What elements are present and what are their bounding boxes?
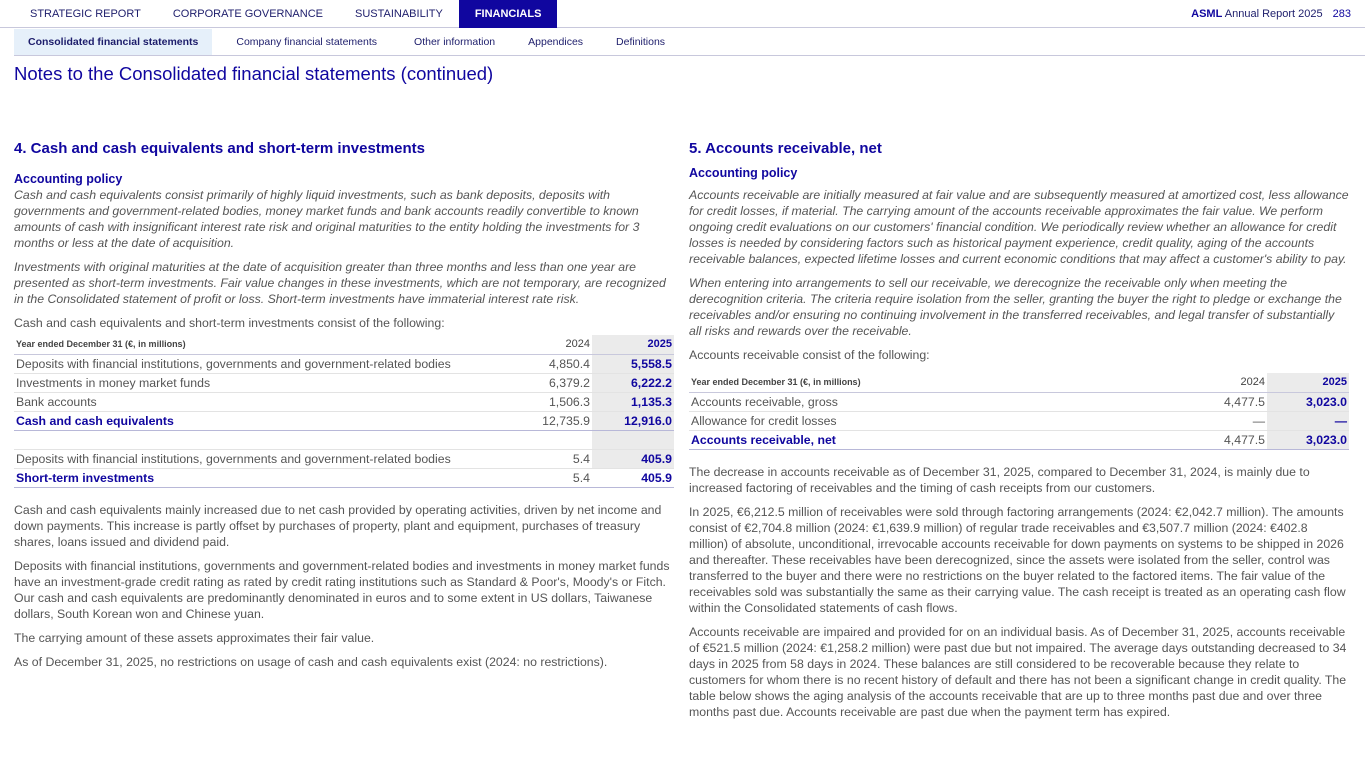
table-spacer-row xyxy=(14,430,674,449)
value-2025: 12,916.0 xyxy=(592,411,674,430)
tab-strategic-report[interactable]: STRATEGIC REPORT xyxy=(30,8,141,20)
value-2025: 5,558.5 xyxy=(592,354,674,373)
note-5-section xyxy=(689,141,1349,728)
note-4-section xyxy=(14,141,674,678)
table-total-row xyxy=(14,411,674,430)
report-name: Annual Report 2025 xyxy=(1224,8,1323,20)
value-2025: 6,222.2 xyxy=(592,373,674,392)
value-2024: 12,735.9 xyxy=(512,411,592,430)
table-row xyxy=(14,449,674,468)
tab-financials[interactable]: FINANCIALS xyxy=(459,0,558,28)
paragraph: In 2025, €6,212.5 million of receivables were sold through factoring arrangements (2024: €2,042.7 million). The amounts consist of €2,704.8 million (2024: €1,639.9 million) of regular trade receivables and €3,507.7 million (2024: €402.8 million) of absolute, unconditional, irrevocable accounts receivable for down payments on systems to be shipped in 2026 and thereafter. These receivables have been derecognized, since the assets were isolated from the seller, control was transferred to the buyer and there were no restrictions on the buyer related to the factored items. The fair value of the receivables sold was substantially the same as their carrying value. The cash receipt is treated as an operating cash flow within the Consolidated statements of cash flows. xyxy=(689,504,1346,615)
column-header: Year ended December 31 (€, in millions) xyxy=(689,373,1187,392)
brand-name: ASML xyxy=(1191,8,1223,20)
table-row xyxy=(14,373,674,392)
value-2024: 5.4 xyxy=(512,449,592,468)
value-2025 xyxy=(592,430,674,449)
policy-text: Accounts receivable are initially measured at fair value and are subsequently measured at amortized cost, less allowance for credit losses, if material. The carrying amount of the accounts receivable approximates the fair value. We perform ongoing credit evaluations on our customers' financial condition. We periodically review whether an allowance for credit losses is needed by considering factors such as historical payment experience, credit quality, aging of the accounts receivable balances, expected lifetime losses and current economic conditions that may affect a customer's ability to pay. xyxy=(689,188,1349,266)
row-label: Allowance for credit losses xyxy=(689,411,1187,430)
table-row xyxy=(689,392,1349,411)
row-label: Investments in money market funds xyxy=(14,373,512,392)
value-2024: 4,477.5 xyxy=(1187,392,1267,411)
row-label: Deposits with financial institutions, governments and government-related bodies xyxy=(14,354,512,373)
tab-corporate-governance[interactable]: CORPORATE GOVERNANCE xyxy=(172,8,323,20)
page-title: Notes to the Consolidated financial statements (continued) xyxy=(14,63,494,84)
report-brand xyxy=(1191,0,1351,28)
section-heading: 4. Cash and cash equivalents and short-term investments xyxy=(14,140,425,157)
paragraph: The carrying amount of these assets approximates their fair value. xyxy=(14,630,375,645)
table-total-row xyxy=(14,468,674,487)
policy-text: Cash and cash equivalents consist primarily of highly liquid investments, such as bank deposits, deposits with governments and government-related bodies, money market funds and bank accounts readily convertible to known amounts of cash with insignificant interest rate risk and original maturities to the entity holding the investments for 3 months or less at the date of acquisition. xyxy=(14,188,640,250)
row-label: Accounts receivable, net xyxy=(689,430,1187,449)
subtab-other-information[interactable]: Other information xyxy=(414,36,496,48)
table-row xyxy=(14,392,674,411)
value-2024: 1,506.3 xyxy=(512,392,592,411)
value-2024 xyxy=(512,430,592,449)
policy-label: Accounting policy xyxy=(14,172,123,186)
value-2025: 3,023.0 xyxy=(1267,430,1349,449)
value-2024: 5.4 xyxy=(512,468,592,487)
sub-navigation xyxy=(14,29,1365,56)
table-row xyxy=(14,354,674,373)
policy-text: Investments with original maturities at the date of acquisition greater than three months and less than one year are presented as short-term investments. Fair value changes in these investments, which are not temporary, are recognized in the Consolidated statement of profit or loss. Short-term investments have immaterial interest rate risk. xyxy=(14,260,666,306)
paragraph: Accounts receivable are impaired and provided for on an individual basis. As of December 31, 2025, accounts receivable of €521.5 million (2024: €1,258.2 million) were past due but not impaired. The average days outstanding decreased to 34 days in 2025 from 58 days in 2024. These balances are still considered to be recoverable because they relate to customers for whom there is no recent history of default and there has not been a significant change in credit quality. The table below shows the aging analysis of the accounts receivable that are up to three months past due and over three months past due. Accounts receivable are past due when the payment term has expired. xyxy=(689,624,1347,719)
row-label: Accounts receivable, gross xyxy=(689,392,1187,411)
subtab-consolidated[interactable]: Consolidated financial statements xyxy=(14,29,212,55)
subtab-company[interactable]: Company financial statements xyxy=(236,36,378,48)
value-2024: 4,477.5 xyxy=(1187,430,1267,449)
table-row xyxy=(689,411,1349,430)
row-label: Short-term investments xyxy=(14,468,512,487)
column-header: 2024 xyxy=(512,335,592,354)
paragraph: As of December 31, 2025, no restrictions on usage of cash and cash equivalents exist (2024: no restrictions). xyxy=(14,654,608,669)
cash-table xyxy=(14,335,674,488)
paragraph: The decrease in accounts receivable as of December 31, 2025, compared to December 31, 2024, is mainly due to increased factoring of receivables and the timing of cash receipts from our customers. xyxy=(689,464,1310,495)
paragraph: Cash and cash equivalents mainly increased due to net cash provided by operating activities, driven by net income and down payments. This increase is partly offset by purchases of property, plant and equipment, purchases of treasury shares, loans issued and dividend paid. xyxy=(14,502,662,549)
row-label: Deposits with financial institutions, governments and government-related bodies xyxy=(14,449,512,468)
row-label: Cash and cash equivalents xyxy=(14,411,512,430)
page-number: 283 xyxy=(1332,8,1351,20)
policy-text: When entering into arrangements to sell our receivable, we derecognize the receivable only when meeting the derecognition criteria. The criteria require isolation from the seller, granting the buyer the right to pledge or exchange the receivables and/or ensuring no continuing involvement in the transferred receivables, and legal transfer of substantially all risks and rewards over the receivable. xyxy=(689,276,1342,338)
column-header: 2024 xyxy=(1187,373,1267,392)
value-2025: 405.9 xyxy=(592,449,674,468)
value-2025: 3,023.0 xyxy=(1267,392,1349,411)
value-2024: 4,850.4 xyxy=(512,354,592,373)
top-navigation xyxy=(0,0,1365,28)
subtab-appendices[interactable]: Appendices xyxy=(528,36,584,48)
value-2024: — xyxy=(1187,411,1267,430)
tab-sustainability[interactable]: SUSTAINABILITY xyxy=(354,8,443,20)
row-label: Bank accounts xyxy=(14,392,512,411)
table-intro: Cash and cash equivalents and short-term investments consist of the following: xyxy=(14,316,445,330)
table-total-row xyxy=(689,430,1349,449)
policy-label: Accounting policy xyxy=(689,166,798,180)
paragraph: Deposits with financial institutions, governments and government-related bodies and investments in money market funds have an investment-grade credit rating as rated by credit rating institutions such as Standard & Poor's, Moody's or Fitch. Our cash and cash equivalents are predominantly denominated in euros and to some extent in US dollars, Taiwanese dollars, South Korean won and Chinese yuan. xyxy=(14,558,670,621)
value-2025: 1,135.3 xyxy=(592,392,674,411)
column-header: 2025 xyxy=(1267,373,1349,392)
table-intro: Accounts receivable consist of the following: xyxy=(689,348,930,362)
value-2024: 6,379.2 xyxy=(512,373,592,392)
column-header: Year ended December 31 (€, in millions) xyxy=(14,335,512,354)
subtab-definitions[interactable]: Definitions xyxy=(616,36,666,48)
row-label xyxy=(14,430,512,449)
section-heading: 5. Accounts receivable, net xyxy=(689,140,882,157)
column-header: 2025 xyxy=(592,335,674,354)
value-2025: — xyxy=(1267,411,1349,430)
receivables-table xyxy=(689,373,1349,450)
value-2025: 405.9 xyxy=(592,468,674,487)
